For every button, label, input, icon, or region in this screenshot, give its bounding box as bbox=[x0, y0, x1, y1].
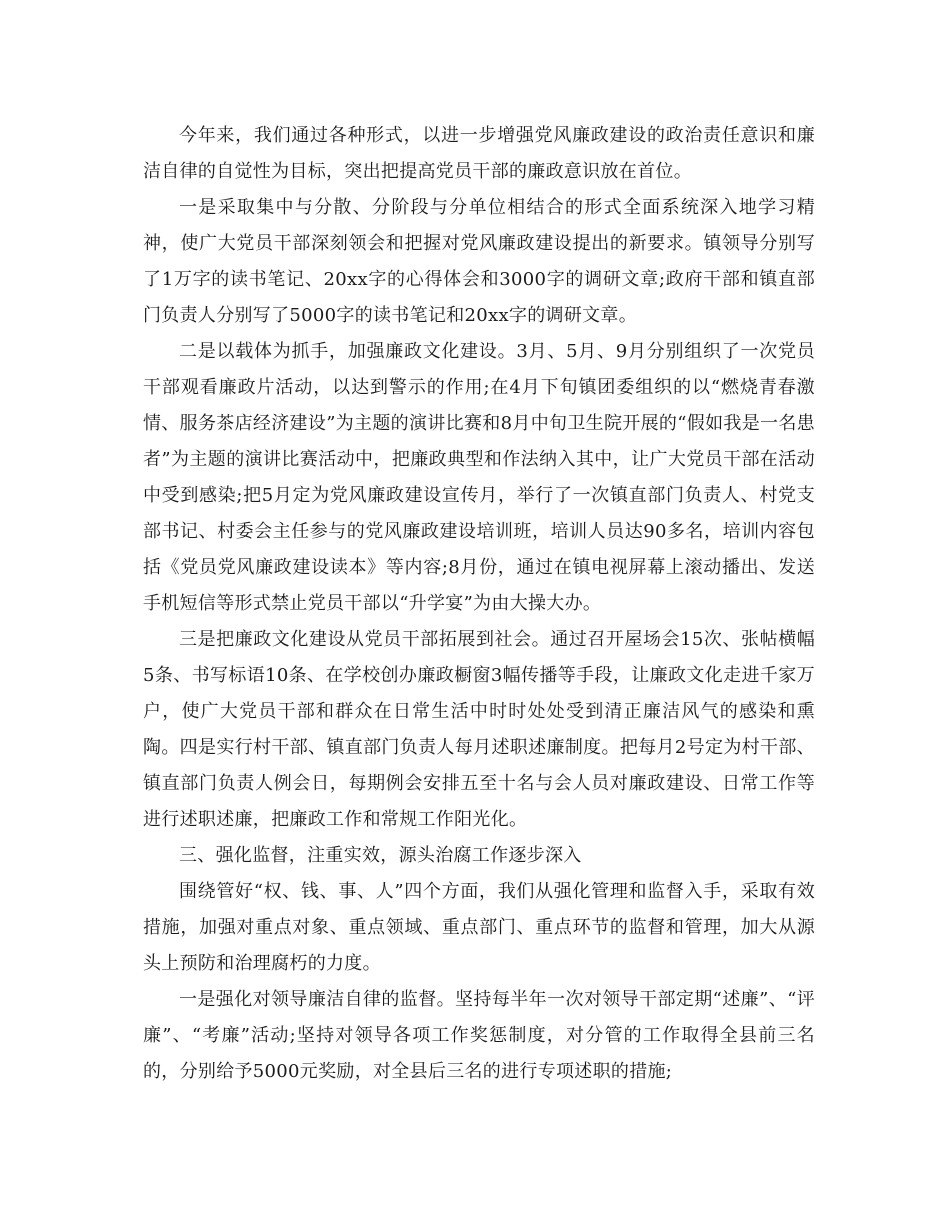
paragraph-society: 三是把廉政文化建设从党员干部拓展到社会。通过召开屋场会15次、张帖横幅5条、书写标语10条、在学校创办廉政橱窗3幅传播等手段，让廉政文化走进千家万户，使广大党员干部和群众在日常生活中时时处处受到清正廉洁风气的感染和熏陶。四是实行村干部、镇直部门负责人每月述职述廉制度。把每月2号定为村干部、镇直部门负责人例会日，每期例会安排五至十名与会人员对廉政建设、日常工作等进行述职述廉，把廉政工作和常规工作阳光化。 bbox=[143, 629, 815, 830]
document-body bbox=[143, 118, 815, 1090]
paragraph-supervision: 围绕管好“权、钱、事、人”四个方面，我们从强化管理和监督入手，采取有效措施，加强对重点对象、重点领域、重点部门、重点环节的监督和管理，加大从源头上预防和治理腐朽的力度。 bbox=[143, 881, 815, 974]
section-heading: 三、强化监督，注重实效，源头治腐工作逐步深入 bbox=[179, 845, 582, 866]
paragraph-intro: 今年来，我们通过各种形式，以进一步增强党风廉政建设的政治责任意识和廉洁自律的自觉性为目标，突出把提高党员干部的廉政意识放在首位。 bbox=[143, 125, 815, 182]
paragraph-study: 一是采取集中与分散、分阶段与分单位相结合的形式全面系统深入地学习精神，使广大党员干部深刻领会和把握对党风廉政建设提出的新要求。镇领导分别写了1万字的读书笔记、20xx字的心得体会和3000字的调研文章;政府干部和镇直部门负责人分别写了5000字的读书笔记和20xx字的调研文章。 bbox=[143, 197, 815, 326]
paragraph-leaders: 一是强化对领导廉洁自律的监督。坚持每半年一次对领导干部定期“述廉”、“评廉”、“考廉”活动;坚持对领导各项工作奖惩制度，对分管的工作取得全县前三名的，分别给予5000元奖励，对全县后三名的进行专项述职的措施; bbox=[143, 989, 815, 1082]
paragraph-culture: 二是以载体为抓手，加强廉政文化建设。3月、5月、9月分别组织了一次党员干部观看廉政片活动，以达到警示的作用;在4月下旬镇团委组织的以“燃烧青春激情、服务茶店经济建设”为主题的演讲比赛和8月中旬卫生院开展的“假如我是一名患者”为主题的演讲比赛活动中，把廉政典型和作法纳入其中，让广大党员干部在活动中受到感染;把5月定为党风廉政建设宣传月，举行了一次镇直部门负责人、村党支部书记、村委会主任参与的党风廉政建设培训班，培训人员达90多名，培训内容包括《党员党风廉政建设读本》等内容;8月份，通过在镇电视屏幕上滚动播出、发送手机短信等形式禁止党员干部以“升学宴”为由大操大办。 bbox=[143, 341, 815, 614]
